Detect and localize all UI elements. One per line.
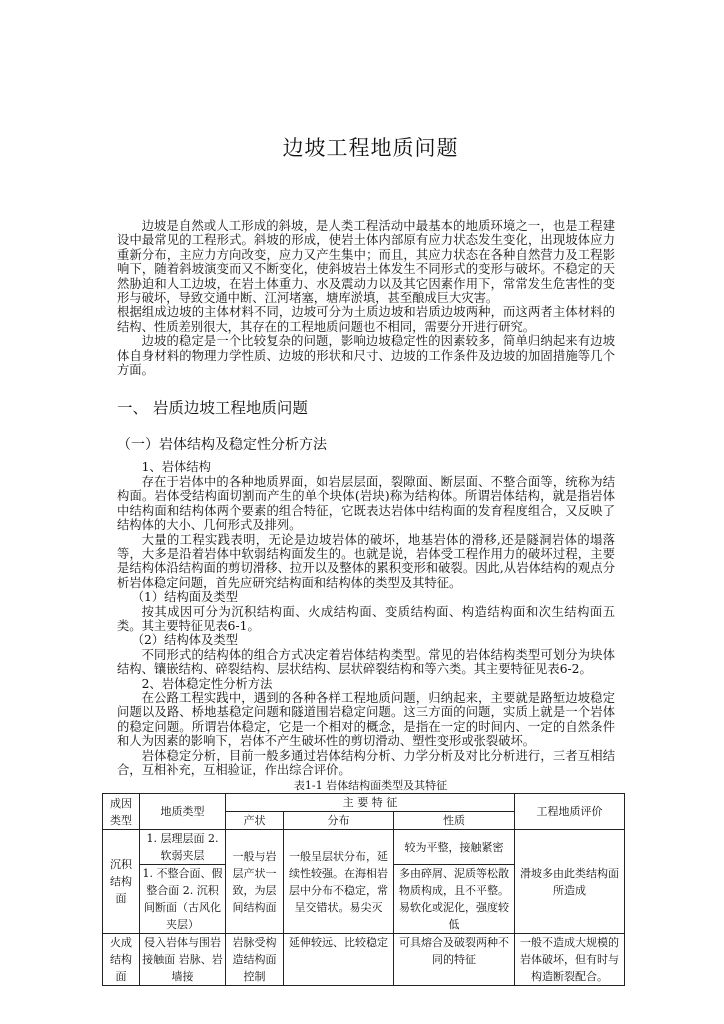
cell: 侵入岩体与围岩接触面 岩脉、岩墙接 xyxy=(140,934,226,986)
cell: 一般呈层状分布，延续性较强。在海相岩层中分布不稳定，常呈交错状。易尖灭 xyxy=(284,830,394,934)
cell: 一般不造成大规模的岩体破坏，但有时与构造断裂配合。 xyxy=(515,934,625,986)
item-heading: （2）结构体及类型 xyxy=(131,633,238,648)
intro-paragraph: 边坡是自然或人工形成的斜坡，是人类工程活动中最基本的地质环境之一，也是工程建设中最常见的工程形式。斜坡的形成，使岩土体内部原有应力状态发生变化，出现坡体应力重新分布，主应力方向改变，应力又产生集中；而且，其应力状态在各种自然营力及工程影响下，随着斜坡演变而又不断变化，使斜坡岩土体发生不同形式的变形与破坏。不稳定的天然胁迫和人工边坡，在岩土体重力、水及震动力以及其它因素作用下，常常发生危害性的变形与破坏，导致交通中断、江河堵塞，塘库淤填，甚至酿成巨大灾害。 xyxy=(117,219,615,306)
header-eval: 工程地质评价 xyxy=(515,794,625,830)
intro-paragraph: 边坡的稳定是一个比较复杂的问题，影响边坡稳定性的因素较多，简单归纳起来有边坡体自身材料的物理力学性质、边坡的形状和尺寸、边坡的工作条件及边坡的加固措施等几个方面。 xyxy=(117,334,615,378)
header-occurrence: 产状 xyxy=(226,812,284,830)
cell: 沉积结构面 xyxy=(103,830,140,934)
cell: 可具熔合及破裂两种不同的特征 xyxy=(394,934,515,986)
paragraph: 在公路工程实践中，遇到的各种各样工程地质问题，归纳起来，主要就是路堑边坡稳定问题以及路、桥地基稳定问题和隧道围岩稳定问题。这三方面的问题，实质上就是一个岩体的稳定问题。所谓岩体稳定，它是一个相对的概念，是指在一定的时间内、一定的自然条件和人为因素的影响下，岩体不产生破坏性的剪切滑动、塑性变形或张裂破坏。 xyxy=(117,690,615,749)
body xyxy=(117,460,615,777)
cell: 多由碎屑、泥质等松散物质构成，且不平整。易软化或泥化，强度较低 xyxy=(394,865,515,934)
paragraph: 大量的工程实践表明，无论是边坡岩体的破坏，地基岩体的滑移,还是隧洞岩体的塌落等，大多是沿着岩体中软弱结构面发生的。也就是说，岩体受工程作用力的破坏过程，主要是结构体沿结构面的剪切滑移、拉开以及整体的累积变形和破裂。因此,从岩体结构的观点分析岩体稳定问题，首先应研究结构面和结构体的类型及其特征。 xyxy=(117,532,615,590)
intro xyxy=(117,219,615,377)
cell: 较为平整，接触紧密 xyxy=(394,830,515,865)
table-caption: 表1-1 岩体结构面类型及其特征 xyxy=(293,779,448,793)
table-wrapper xyxy=(102,793,624,986)
header-distribution: 分布 xyxy=(284,812,394,830)
paragraph: 不同形式的结构体的组合方式决定着岩体结构类型。常见的岩体结构类型可划分为块体结构、镶嵌结构、碎裂结构、层状结构、层状碎裂结构和等六类。其主要特征见表6-2。 xyxy=(117,647,615,677)
paragraph: 存在于岩体中的各种地质界面，如岩层层面，裂隙面、断层面、不整合面等，统称为结构面。岩体受结构面切割而产生的单个块体(岩块)称为结构体。所谓岩体结构，就是指岩体中结构面和结构体两个要素的组合特征，它既表达岩体中结构面的发育程度组合，又反映了结构体的大小、几何形式及排列。 xyxy=(117,474,615,533)
subsection-heading: （一）岩体结构及稳定性分析方法 xyxy=(117,437,327,454)
header-property: 性质 xyxy=(394,812,515,830)
paragraph: 岩体稳定分析，目前一般多通过岩体结构分析、力学分析及对比分析进行，三者互相结合，互相补充，互相验证，作出综合评价。 xyxy=(117,748,615,777)
intro-paragraph: 根据组成边坡的主体材料不同，边坡可分为土质边坡和岩质边坡两种，而这两者主体材料的结构、性质差别很大，其存在的工程地质问题也不相同，需要分开进行研究。 xyxy=(117,305,615,334)
item-heading: （1）结构面及类型 xyxy=(131,590,238,605)
cell: 岩脉受构造结构面控制 xyxy=(226,934,284,986)
item-heading: 1、岩体结构 xyxy=(141,460,211,475)
item-heading: 2、岩体稳定性分析方法 xyxy=(141,676,273,691)
page-title: 边坡工程地质问题 xyxy=(282,136,459,160)
cell: 一般与岩层产状一致，为层间结构面 xyxy=(226,830,284,934)
section-heading: 一、 岩质边坡工程地质问题 xyxy=(117,399,308,418)
cell: 延伸较远、比较稳定 xyxy=(284,934,394,986)
cell: 1. 层理层面 2. 软弱夹层 xyxy=(140,830,226,865)
cell: 滑坡多由此类结构面所造成 xyxy=(515,830,625,934)
paragraph: 按其成因可分为沉积结构面、火成结构面、变质结构面、构造结构面和次生结构面五类。其主要特征见表6-1。 xyxy=(117,604,615,633)
cell: 1. 不整合面、假整合面 2. 沉积间断面（古风化夹层） xyxy=(140,865,226,934)
header-main: 主 要 特 征 xyxy=(226,794,515,812)
header-cause: 成因类型 xyxy=(103,794,140,830)
header-type: 地质类型 xyxy=(140,794,226,830)
structure-table xyxy=(102,793,625,986)
cell: 火成结构面 xyxy=(103,934,140,986)
